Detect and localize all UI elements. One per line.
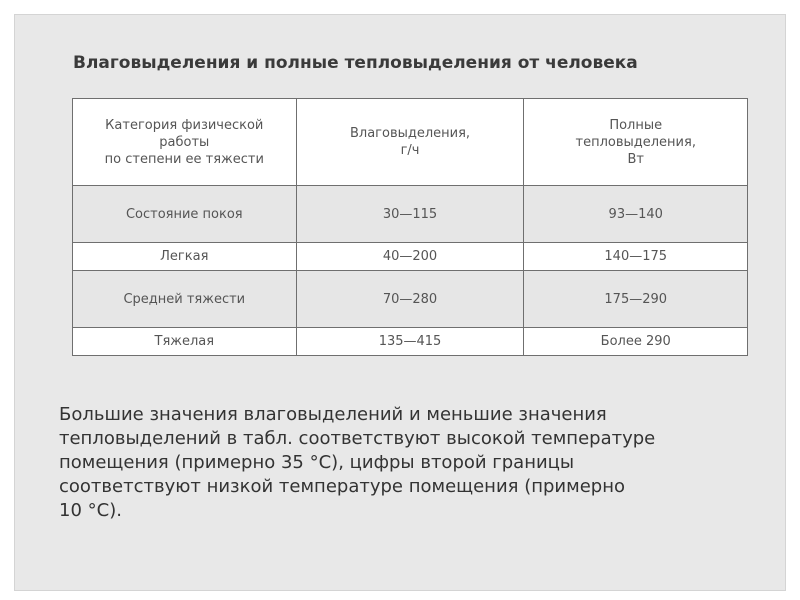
paragraph-line: 10 °С). — [59, 500, 122, 521]
header-moisture — [296, 99, 524, 186]
cell-heat: 175—290 — [524, 271, 748, 328]
header-category-line: Категория физической — [105, 117, 264, 133]
header-moisture-line: г/ч — [400, 143, 420, 158]
slide-title: Влаговыделения и полные тепловыделения от человека — [73, 53, 638, 73]
table-header-row — [73, 99, 748, 186]
header-heat-line: Полные — [609, 117, 663, 133]
paragraph-line: Большие значения влаговыделений и меньшие значения — [59, 404, 607, 425]
explanatory-paragraph — [59, 403, 759, 523]
slide — [14, 14, 786, 591]
cell-heat: 140—175 — [524, 243, 748, 271]
table-row — [73, 271, 748, 328]
header-heat — [524, 99, 748, 186]
header-category — [73, 99, 297, 186]
cell-moisture: 40—200 — [296, 243, 524, 271]
header-heat-line: тепловыделения, — [575, 134, 696, 150]
header-moisture-line: Влаговыделения, — [349, 126, 471, 141]
table-row — [73, 243, 748, 271]
header-category-line: работы — [159, 134, 210, 150]
paragraph-line: соответствуют низкой температуре помещения (примерно — [59, 476, 625, 497]
cell-category: Состояние покоя — [73, 186, 297, 243]
cell-moisture: 30—115 — [296, 186, 524, 243]
cell-category: Легкая — [73, 243, 297, 271]
heat-moisture-table — [72, 98, 748, 356]
cell-heat: Более 290 — [524, 328, 748, 356]
cell-category: Тяжелая — [73, 328, 297, 356]
header-heat-line: Вт — [627, 151, 644, 167]
paragraph-line: помещения (примерно 35 °С), цифры второй границы — [59, 452, 575, 473]
paragraph-line: тепловыделений в табл. соответствуют высокой температуре — [59, 428, 656, 449]
table-row — [73, 186, 748, 243]
table-row — [73, 328, 748, 356]
cell-moisture: 135—415 — [296, 328, 524, 356]
cell-category: Средней тяжести — [73, 271, 297, 328]
header-category-line: по степени ее тяжести — [104, 151, 264, 167]
cell-heat: 93—140 — [524, 186, 748, 243]
cell-moisture: 70—280 — [296, 271, 524, 328]
